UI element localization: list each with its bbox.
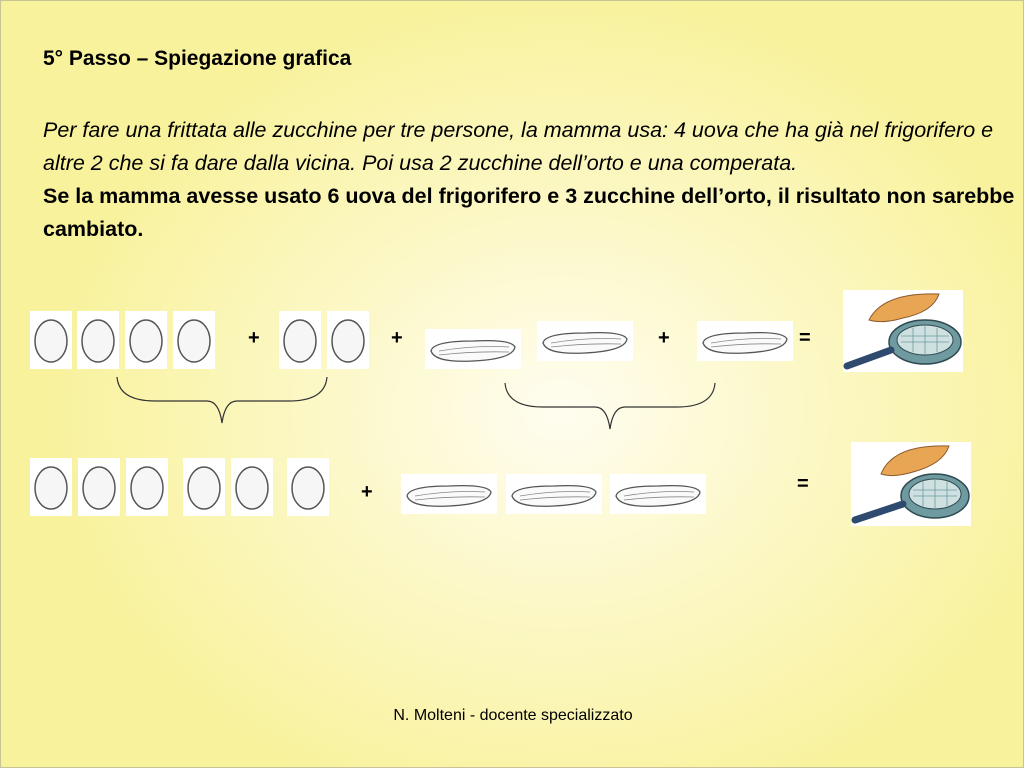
egg-icon	[327, 311, 369, 369]
equals-sign: =	[799, 327, 811, 349]
zucchini-icon	[537, 321, 633, 361]
problem-text	[43, 114, 1023, 246]
zucchini-icon	[425, 329, 521, 369]
egg-icon	[77, 311, 119, 369]
curly-brace-eggs	[115, 375, 329, 427]
egg-icon	[183, 458, 225, 516]
egg-icon	[173, 311, 215, 369]
zucchini-icon	[506, 474, 602, 514]
egg-icon	[287, 458, 329, 516]
plus-sign: +	[391, 327, 403, 349]
frying-pan-omelette-icon	[851, 442, 971, 526]
footer-credit	[1, 707, 1024, 725]
egg-icon	[78, 458, 120, 516]
egg-icon	[231, 458, 273, 516]
zucchini-icon	[697, 321, 793, 361]
plus-sign: +	[361, 481, 373, 503]
egg-icon	[126, 458, 168, 516]
problem-text-bold: Se la mamma avesse usato 6 uova del frigorifero e 3 zucchine dell’orto, il risultato non sarebbe cambiato.	[43, 184, 1015, 241]
footer-text: N. Molteni - docente specializzato	[393, 707, 633, 724]
zucchini-icon	[401, 474, 497, 514]
zucchini-icon	[610, 474, 706, 514]
frying-pan-omelette-icon	[843, 290, 963, 372]
problem-text-italic: Per fare una frittata alle zucchine per tre persone, la mamma usa: 4 uova che ha già nel frigorifero e altre 2 che si fa dare dalla vicina. Poi usa 2 zucchine dell’orto e una comperata.	[43, 118, 994, 175]
egg-icon	[279, 311, 321, 369]
plus-sign: +	[248, 327, 260, 349]
plus-sign: +	[658, 327, 670, 349]
egg-icon	[125, 311, 167, 369]
egg-icon	[30, 311, 72, 369]
curly-brace-zucchini	[503, 381, 717, 433]
egg-icon	[30, 458, 72, 516]
equals-sign: =	[797, 473, 809, 495]
slide-title: 5° Passo – Spiegazione grafica	[43, 47, 352, 70]
